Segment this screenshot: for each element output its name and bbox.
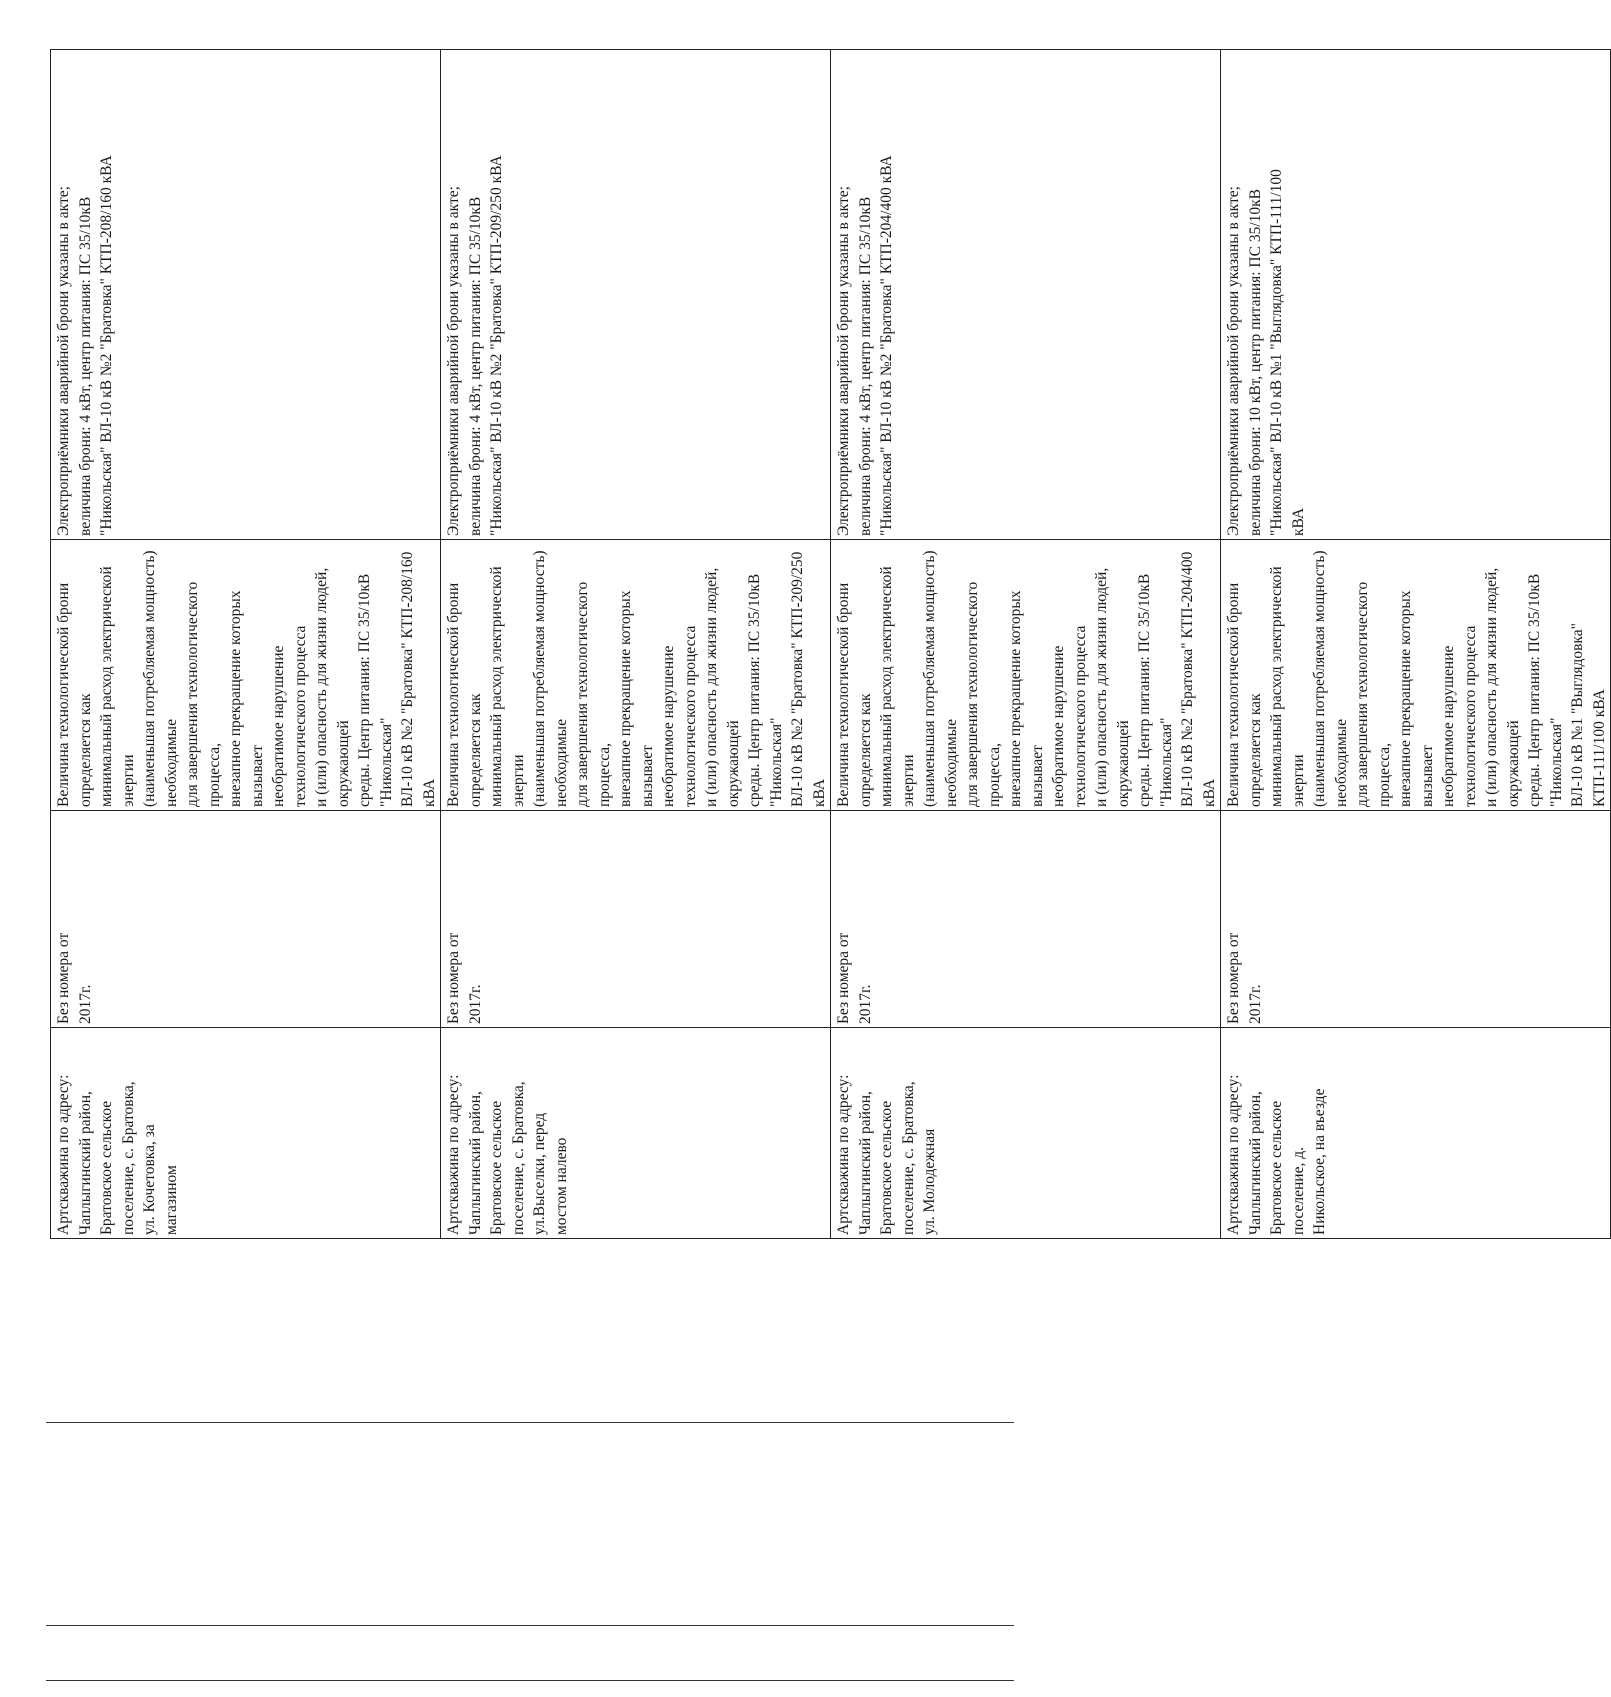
doc-number-text: Без номера от 2017г.	[445, 932, 484, 1024]
emergency-text: Электроприёмники аварийной брони указаны в акте; величина брони: 4 кВт, центр питания: ПС 35/10кВ "Никольская" ВЛ-10 кВ №2 "Братовка" КТП-209/250 кВА	[445, 155, 505, 536]
description-cell	[831, 540, 1221, 811]
doc-number-cell	[51, 811, 441, 1028]
address-cell	[1221, 1028, 1611, 1239]
address-text: Артскважина по адресу: Чаплыгинский район, Братовское сельское поселение, с. Братовка, ул. Кочетовка, за магазином	[55, 1074, 180, 1235]
emergency-cell	[831, 50, 1221, 540]
table-row	[51, 50, 441, 1239]
description-cell	[51, 540, 441, 811]
address-cell	[441, 1028, 831, 1239]
description-cell	[1221, 540, 1611, 811]
address-text: Артскважина по адресу: Чаплыгинский район, Братовское сельское поселение, с. Братовка, ул. Молодежная	[835, 1074, 938, 1235]
reservation-table	[50, 49, 1611, 1239]
emergency-text: Электроприёмники аварийной брони указаны в акте; величина брони: 4 кВт, центр питания: ПС 35/10кВ "Никольская" ВЛ-10 кВ №2 "Братовка" КТП-204/400 кВА	[835, 155, 895, 536]
doc-number-cell	[1221, 811, 1611, 1028]
address-cell	[831, 1028, 1221, 1239]
doc-number-text: Без номера от 2017г.	[55, 932, 94, 1024]
emergency-text: Электроприёмники аварийной брони указаны в акте; величина брони: 4 кВт, центр питания: ПС 35/10кВ "Никольская" ВЛ-10 кВ №2 "Братовка" КТП-208/160 кВА	[55, 155, 115, 536]
emergency-cell	[441, 50, 831, 540]
table-row	[1221, 50, 1611, 1239]
table-row	[831, 50, 1221, 1239]
doc-number-cell	[441, 811, 831, 1028]
doc-number-text: Без номера от 2017г.	[835, 932, 874, 1024]
divider-line	[46, 1680, 1014, 1681]
divider-line	[46, 1422, 1014, 1423]
description-text: Величина технологической брони определяется как минимальный расход электрической энергии (наименьшая потребляемая мощность) необходимые для завершения технологического процесса, внезапное прекращение которых вызывает необратимое нарушение технологического процесса и (или) опасность для жизни людей, окружающей среды. Центр питания: ПС 35/10кВ "Никольская" ВЛ-10 кВ №2 "Братовка" КТП-209/250 кВА	[445, 550, 828, 807]
emergency-cell	[51, 50, 441, 540]
address-cell	[51, 1028, 441, 1239]
description-text: Величина технологической брони определяется как минимальный расход электрической энергии (наименьшая потребляемая мощность) необходимые для завершения технологического процесса, внезапное прекращение которых вызывает необратимое нарушение технологического процесса и (или) опасность для жизни людей, окружающей среды. Центр питания: ПС 35/10кВ "Никольская" ВЛ-10 кВ №2 "Братовка" КТП-204/400 кВА	[835, 550, 1218, 807]
doc-number-text: Без номера от 2017г.	[1225, 932, 1264, 1024]
emergency-cell	[1221, 50, 1611, 540]
divider-line	[46, 1625, 1014, 1626]
description-text: Величина технологической брони определяется как минимальный расход электрической энергии (наименьшая потребляемая мощность) необходимые для завершения технологического процесса, внезапное прекращение которых вызывает необратимое нарушение технологического процесса и (или) опасность для жизни людей, окружающей среды. Центр питания: ПС 35/10кВ "Никольская" ВЛ-10 кВ №2 "Братовка" КТП-208/160 кВА	[55, 550, 438, 807]
doc-number-cell	[831, 811, 1221, 1028]
table-row	[441, 50, 831, 1239]
address-text: Артскважина по адресу: Чаплыгинский район, Братовское сельское поселение, д. Никольское, на въезде	[1225, 1074, 1328, 1235]
emergency-text: Электроприёмники аварийной брони указаны в акте; величина брони: 10 кВт, центр питания: ПС 35/10кВ "Никольская" ВЛ-10 кВ №1 "Выглядовка" КТП-111/100 кВА	[1225, 169, 1307, 536]
address-text: Артскважина по адресу: Чаплыгинский район, Братовское сельское поселение, с. Братовка, ул.Выселки, перед мостом налево	[445, 1074, 570, 1235]
description-text: Величина технологической брони определяется как минимальный расход электрической энергии (наименьшая потребляемая мощность) необходимые для завершения технологического процесса, внезапное прекращение которых вызывает необратимое нарушение технологического процесса и (или) опасность для жизни людей, окружающей среды. Центр питания: ПС 35/10кВ "Никольская" ВЛ-10 кВ №1 "Выглядовка" КТП-111/100 кВА	[1225, 550, 1608, 807]
rotated-table-wrapper	[50, 50, 1608, 1239]
description-cell	[441, 540, 831, 811]
